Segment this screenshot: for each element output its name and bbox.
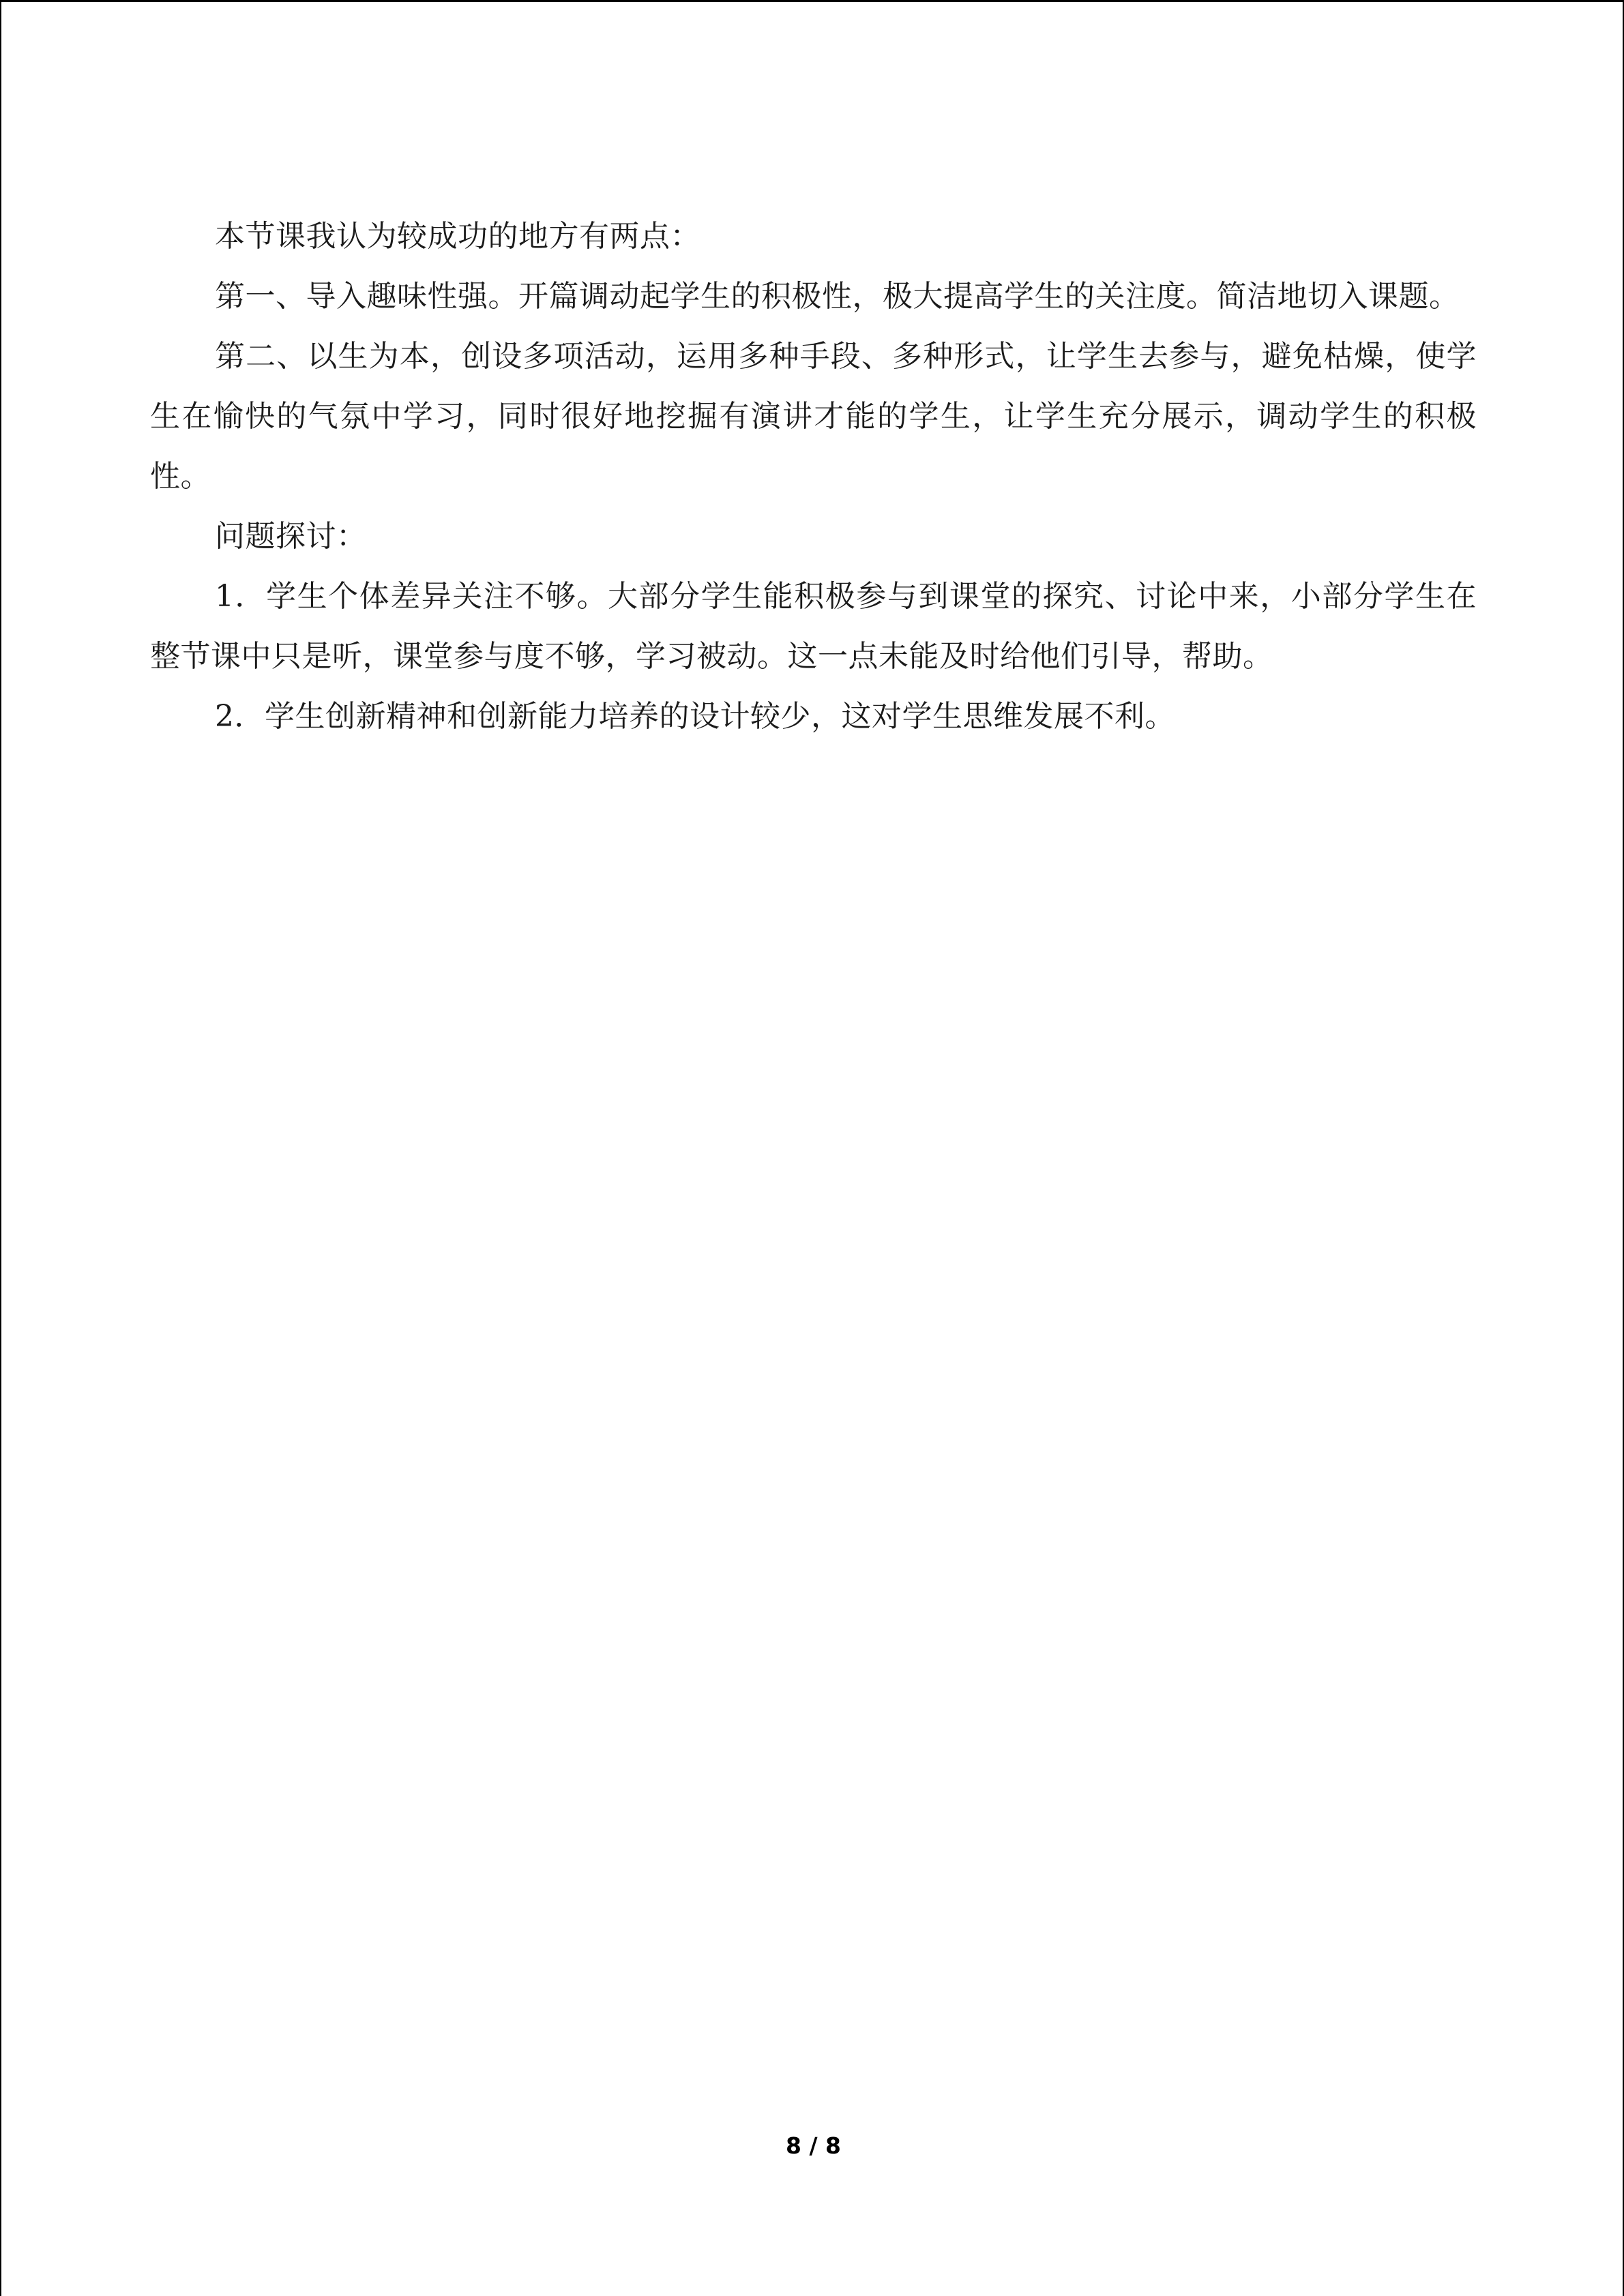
paragraph-intro: 本节课我认为较成功的地方有两点： — [215, 219, 700, 254]
paragraph-discussion-heading: 问题探讨： — [215, 519, 367, 554]
paragraph-point-two: 第二、以生为本，创设多项活动，运用多种手段、多种形式，让学生去参与，避免枯燥，使学生在愉快的气氛中学习，同时很好地挖掘有演讲才能的学生，让学生充分展示，调动学生的积极性。 — [150, 339, 1477, 494]
paragraph-issue-two: 2．学生创新精神和创新能力培养的设计较少，这对学生思维发展不利。 — [215, 699, 1175, 734]
page-number: 8 / 8 — [786, 2132, 841, 2159]
paragraph-issue-one: 1．学生个体差异关注不够。大部分学生能积极参与到课堂的探究、讨论中来，小部分学生在整节课中只是听，课堂参与度不够，学习被动。这一点未能及时给他们引导，帮助。 — [150, 579, 1477, 674]
paragraph-point-one: 第一、导入趣味性强。开篇调动起学生的积极性，极大提高学生的关注度。简洁地切入课题。 — [215, 279, 1460, 314]
page-body — [150, 207, 1477, 747]
